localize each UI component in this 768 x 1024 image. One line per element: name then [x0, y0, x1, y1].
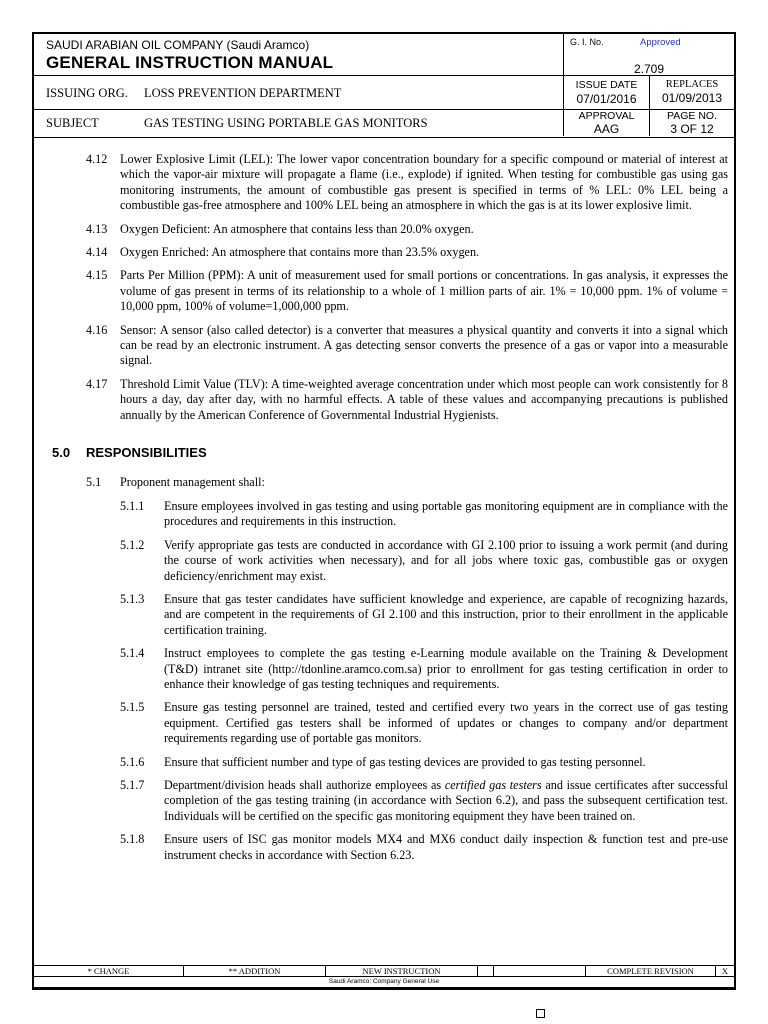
- gi-number: 2.709: [633, 62, 665, 76]
- item-number: 5.1.1: [120, 498, 145, 513]
- item-number: 5.1.5: [120, 700, 145, 715]
- responsibility-item: [52, 592, 728, 638]
- company-name: SAUDI ARABIAN OIL COMPANY (Saudi Aramco): [46, 38, 310, 52]
- responsibility-item: [52, 832, 728, 863]
- item-number: 5.1.2: [120, 537, 145, 552]
- new-instruction-cell: [326, 966, 478, 976]
- document-frame: [32, 32, 736, 990]
- subject-label: SUBJECT: [46, 116, 99, 130]
- definition-item: [52, 323, 728, 369]
- issuing-org-value: LOSS PREVENTION DEPARTMENT: [144, 86, 342, 100]
- section-heading: [52, 445, 728, 460]
- item-number: 5.1.8: [120, 832, 145, 847]
- definition-item: [52, 268, 728, 314]
- gi-no-label: G. I. No.: [570, 37, 604, 47]
- complete-revision-cell: [586, 966, 716, 976]
- complete-revision-box: [716, 966, 734, 976]
- item-text-emphasis: certified gas testers: [444, 778, 542, 792]
- subsection-intro: [52, 475, 728, 490]
- definition-text: Parts Per Million (PPM): A unit of measurement used for small portions or concentrations. In gas analysis, it expresses the volume of gas present in terms of its relationship to a whole of 1 million parts of air. 1% = 10,000 ppm. 1% of volume = 10,000 ppm, 100% of volume=1,000,000 ppm.: [120, 268, 728, 314]
- item-text: Instruct employees to complete the gas testing e-Learning module available on the Training & Development (T&D) intranet site (http://tdonline.aramco.com.sa) prior to enrollment for gas testing certification in order to enhance their knowledge of gas testing techniques and requirements.: [164, 646, 728, 691]
- complete-revision-label: COMPLETE REVISION: [607, 966, 694, 976]
- document-header: [34, 34, 734, 138]
- header-right: [564, 34, 734, 136]
- replaces-label: REPLACES: [665, 79, 719, 90]
- item-text: Ensure that gas tester candidates have sufficient knowledge and experience, are capable of recognizing hazards, and are competent in the requirements of GI 2.100 and this instruction, prior to their enrollment in the applicable certification training.: [164, 591, 728, 637]
- checkbox[interactable]: [536, 1009, 545, 1018]
- replaces-cell: [650, 76, 734, 110]
- header-left: [34, 34, 564, 136]
- definition-item: [52, 377, 728, 423]
- title-block: [34, 34, 564, 76]
- definition-item: [52, 222, 728, 237]
- approval-cell: [564, 110, 650, 136]
- revision-mark: X: [721, 966, 729, 976]
- item-text: Ensure that sufficient number and type of gas testing devices are provided to gas testing personnel.: [164, 754, 646, 769]
- new-instruction-label: NEW INSTRUCTION: [362, 966, 441, 976]
- document-body: [52, 152, 728, 871]
- page-no-label: PAGE NO.: [667, 110, 717, 122]
- subsection-text: Proponent management shall:: [120, 474, 265, 489]
- definition-number: 4.16: [86, 322, 108, 337]
- definition-number: 4.15: [86, 268, 108, 283]
- item-text: Ensure users of ISC gas monitor models MX4 and MX6 conduct daily inspection & function test and pre-use instrument checks in accordance with Section 6.23.: [164, 832, 728, 862]
- definition-text: Lower Explosive Limit (LEL): The lower vapor concentration boundary for a specific compound or material of interest at which the vapor-air mixture will propagate a flame (i.e., explode) if ignited. When testing for combustible gas using gas monitoring instruments, the amount of combustible gas present is specified in terms of % LEL: 0% LEL being a combustible gas-free atmosphere and 100% LEL being an atmosphere in which the gas is at its lower explosive limit.: [120, 152, 728, 213]
- subsection-number: 5.1: [86, 474, 102, 489]
- document-footer: [34, 965, 734, 987]
- approval-value: AAG: [593, 122, 620, 136]
- blank-cell: [494, 966, 586, 976]
- manual-title: GENERAL INSTRUCTION MANUAL: [46, 53, 334, 72]
- revision-row: [34, 966, 734, 977]
- item-number: 5.1.7: [120, 778, 145, 792]
- responsibility-item: [52, 538, 728, 584]
- section-number: 5.0: [52, 445, 71, 461]
- item-number: 5.1.6: [120, 754, 145, 769]
- approval-label: APPROVAL: [578, 110, 635, 122]
- item-number: 5.1.3: [120, 591, 145, 606]
- definition-item: [52, 152, 728, 214]
- item-text-before: Department/division heads shall authorize employees as: [164, 778, 445, 792]
- subject-value: GAS TESTING USING PORTABLE GAS MONITORS: [144, 116, 428, 130]
- definition-text: Oxygen Enriched: An atmosphere that contains more than 23.5% oxygen.: [120, 245, 480, 260]
- definition-text: Threshold Limit Value (TLV): A time-weighted average concentration under which most people can work consistently for 8 hours a day, day after day, with no harmful effects. A table of these values and accompanying precautions is published annually by the American Conference of Governmental Industrial Hygienists.: [120, 376, 728, 422]
- item-text: Ensure employees involved in gas testing and using portable gas monitoring equipment are in compliance with the procedures and requirements in this instruction.: [164, 498, 728, 529]
- issuing-org-row: [34, 76, 564, 110]
- gi-number-cell: [564, 34, 734, 76]
- page-no-value: 3 OF 12: [670, 122, 714, 136]
- definition-number: 4.13: [86, 221, 108, 236]
- usage-classification: Saudi Aramco: Company General Use: [328, 978, 440, 985]
- replaces-date: 01/09/2013: [661, 91, 723, 105]
- responsibility-item: [52, 778, 728, 824]
- responsibility-item: [52, 499, 728, 530]
- issue-date-label: ISSUE DATE: [575, 79, 638, 91]
- issuing-org-label: ISSUING ORG.: [46, 86, 128, 100]
- responsibility-item: [52, 646, 728, 692]
- definition-number: 4.17: [86, 376, 108, 391]
- definition-text: Oxygen Deficient: An atmosphere that contains less than 20.0% oxygen.: [120, 221, 474, 236]
- item-number: 5.1.4: [120, 646, 145, 661]
- change-cell: [34, 966, 184, 976]
- section-title: RESPONSIBILITIES: [86, 445, 207, 461]
- responsibility-item: [52, 700, 728, 746]
- status-badge: Approved: [640, 37, 681, 48]
- item-text: Ensure gas testing personnel are trained, tested and certified every two years in the correct use of gas testing equipment. Certified gas testers shall be informed of updates or changes to company and/or department requirements regarding use of portable gas monitors.: [164, 700, 728, 746]
- change-label: * CHANGE: [87, 966, 130, 976]
- responsibility-item: [52, 755, 728, 770]
- addition-label: ** ADDITION: [228, 966, 281, 976]
- definition-item: [52, 245, 728, 260]
- definition-number: 4.14: [86, 245, 108, 260]
- item-text-after: and issue certificates after successful completion of the gas testing training (in accordance with Section 6.2), and pass the subsequent certification test. Individuals will be certified on the specific gas monitoring equipment they have been trained on.: [164, 778, 728, 823]
- subject-row: [34, 110, 564, 136]
- definition-number: 4.12: [86, 152, 108, 166]
- new-instruction-box: [478, 966, 494, 976]
- issue-date: 07/01/2016: [576, 92, 637, 106]
- addition-cell: [184, 966, 326, 976]
- definition-text: Sensor: A sensor (also called detector) is a converter that measures a physical quantity and converts it into a signal which can be read by an electronic instrument. A gas detecting sensor converts the presence of a gas or vapor into a measurable signal.: [120, 322, 728, 368]
- page-no-cell: [650, 110, 734, 136]
- issue-date-cell: [564, 76, 650, 110]
- item-text: Verify appropriate gas tests are conducted in accordance with GI 2.100 prior to issuing a work permit (and during the course of work activities when necessary), and for all jobs where toxic gas, combustible gas or oxygen deficiency/enrichment may exist.: [164, 537, 728, 583]
